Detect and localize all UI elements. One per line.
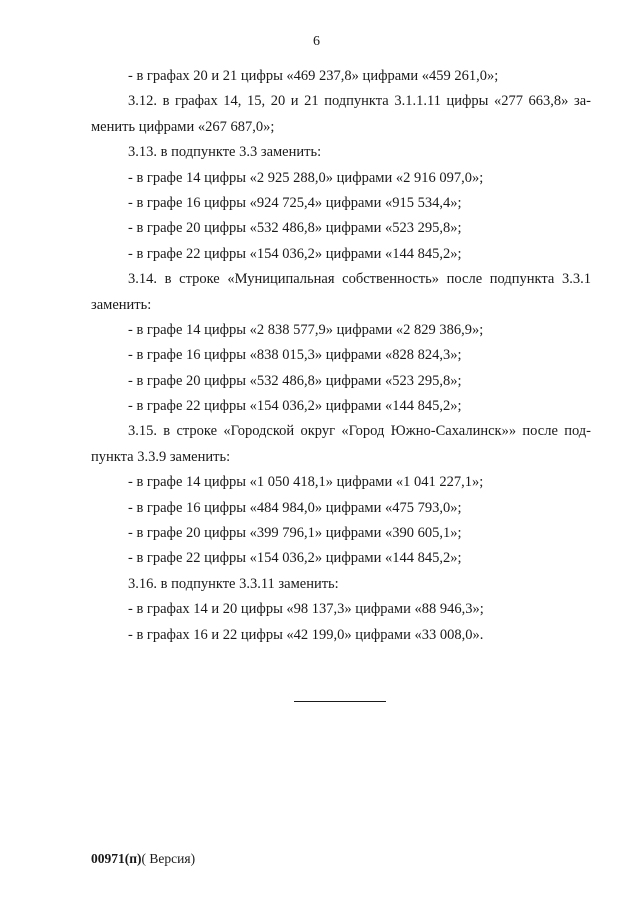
- text-line: 3.14. в строке «Муниципальная собственность» после подпункта 3.3.1: [128, 271, 591, 288]
- document-footer: [91, 851, 195, 867]
- text-line: - в графе 22 цифры «154 036,2» цифрами «144 845,2»;: [128, 398, 462, 415]
- text-line: - в графе 14 цифры «2 925 288,0» цифрами «2 916 097,0»;: [128, 169, 484, 186]
- text-line: - в графе 16 цифры «484 984,0» цифрами «475 793,0»;: [128, 499, 462, 516]
- text-line: заменить:: [91, 296, 152, 313]
- text-line: менить цифрами «267 687,0»;: [91, 118, 275, 135]
- text-line: - в графах 16 и 22 цифры «42 199,0» цифрами «33 008,0».: [128, 626, 484, 643]
- end-divider: [294, 701, 386, 702]
- text-line: - в графе 16 цифры «838 015,3» цифрами «828 824,3»;: [128, 347, 462, 364]
- document-body: [91, 64, 591, 648]
- document-version: ( Версия): [141, 851, 196, 866]
- text-line: 3.16. в подпункте 3.3.11 заменить:: [128, 575, 339, 592]
- text-line: - в графах 20 и 21 цифры «469 237,8» цифрами «459 261,0»;: [128, 68, 499, 84]
- text-line: - в графе 20 цифры «532 486,8» цифрами «523 295,8»;: [128, 220, 462, 237]
- text-line: - в графе 22 цифры «154 036,2» цифрами «144 845,2»;: [128, 550, 462, 567]
- text-line: 3.13. в подпункте 3.3 заменить:: [128, 144, 322, 161]
- page-number: 6: [313, 34, 320, 49]
- document-code: 00971(п): [91, 851, 142, 866]
- text-line: - в графе 20 цифры «532 486,8» цифрами «523 295,8»;: [128, 372, 462, 389]
- text-line: - в графе 14 цифры «1 050 418,1» цифрами «1 041 227,1»;: [128, 474, 484, 491]
- text-line: 3.15. в строке «Городской округ «Город Южно-Сахалинск»» после под-: [128, 423, 591, 440]
- text-line: - в графе 20 цифры «399 796,1» цифрами «390 605,1»;: [128, 525, 462, 542]
- text-line: пункта 3.3.9 заменить:: [91, 448, 231, 465]
- text-line: - в графе 22 цифры «154 036,2» цифрами «144 845,2»;: [128, 245, 462, 262]
- text-line: - в графе 16 цифры «924 725,4» цифрами «915 534,4»;: [128, 194, 462, 211]
- text-line: 3.12. в графах 14, 15, 20 и 21 подпункта 3.1.1.11 цифры «277 663,8» за-: [128, 93, 591, 110]
- text-line: - в графах 14 и 20 цифры «98 137,3» цифрами «88 946,3»;: [128, 601, 484, 618]
- text-line: - в графе 14 цифры «2 838 577,9» цифрами «2 829 386,9»;: [128, 321, 484, 338]
